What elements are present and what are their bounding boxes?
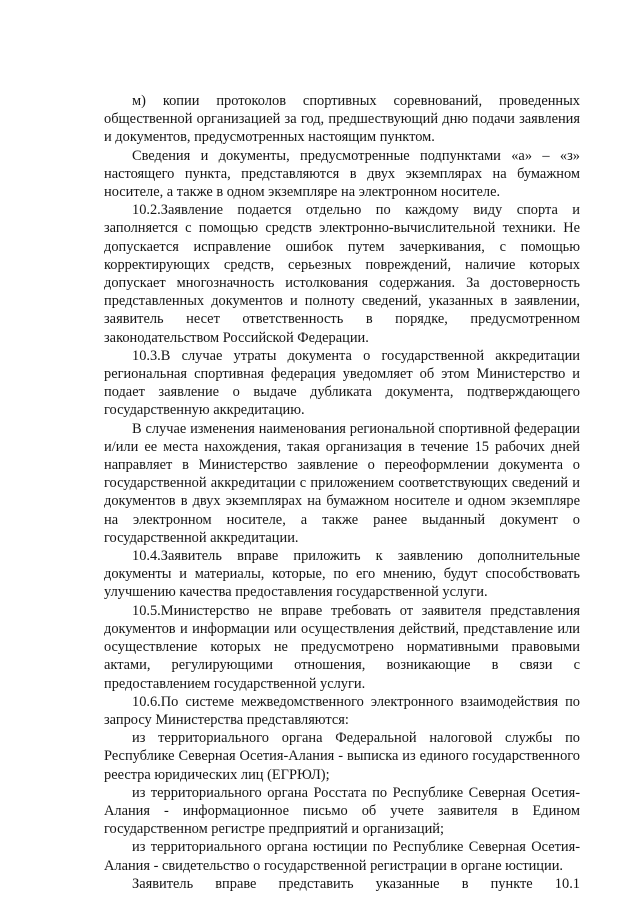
paragraph-10-4: 10.4.Заявитель вправе приложить к заявлению дополнительные документы и материалы, которые, по его мнению, будут способствовать улучшению качества предоставления государственной услуги. (104, 548, 580, 601)
paragraph-rosstat: из территориального органа Росстата по Республике Северная Осетия-Алания - информационное письмо об учете заявителя в Едином государственном регистре предприятий и организаций; (104, 784, 580, 838)
paragraph-10-6: 10.6.По системе межведомственного электронного взаимодействия по запросу Министерства представляются: (104, 693, 580, 728)
paragraph-10-5: 10.5.Министерство не вправе требовать от заявителя представления документов и информации или осуществления действий, представление или осуществление которых не предусмотрено нормативными правовыми актами, регулирующими отношения, возникающие в связи с предоставлением государственной услуги. (104, 602, 580, 692)
paragraph-10-2: 10.2.Заявление подается отдельно по каждому виду спорта и заполняется с помощью средств электронно-вычислительной техники. Не допускается исправление ошибок путем зачеркивания, с помощью корректирующих средств, серьезных повреждений, наличие которых допускает многозначность истолкования содержания. За достоверность представленных документов и полноту сведений, указанных в заявлении, заявитель несет ответственность в порядке, предусмотренном законодательством Российской Федерации. (104, 202, 580, 346)
document-body (104, 92, 580, 893)
paragraph-copies-info: Сведения и документы, предусмотренные подпунктами «а» – «з» настоящего пункта, представляются в двух экземплярах на бумажном носителе, а также в одном экземпляре на электронном носителе. (104, 147, 580, 201)
paragraph-justice: из территориального органа юстиции по Республике Северная Осетия-Алания - свидетельство о государственной регистрации в органе юстиции. (104, 839, 580, 874)
paragraph-applicant-right: Заявитель вправе представить указанные в пункте 10.1 (132, 875, 580, 892)
paragraph-item-m: м) копии протоколов спортивных соревнований, проведенных общественной организацией за год, предшествующий дню подачи заявления и документов, предусмотренных настоящим пунктом. (104, 93, 580, 146)
paragraph-10-3: 10.3.В случае утраты документа о государственной аккредитации региональная спортивная федерация уведомляет об этом Министерство и подает заявление о выдаче дубликата документа, подтверждающего государственную аккредитацию. (104, 347, 580, 419)
paragraph-tax-service: из территориального органа Федеральной налоговой службы по Республике Северная Осетия-Алания - выписка из единого государственного реестра юридических лиц (ЕГРЮЛ); (104, 730, 580, 783)
paragraph-name-change: В случае изменения наименования региональной спортивной федерации и/или ее места нахождения, такая организация в течение 15 рабочих дней направляет в Министерство заявление о переоформлении документа о государственной аккредитации с приложением соответствующих сведений и документов в двух экземплярах на бумажном носителе и одном экземпляре на электронном носителе, а также ранее выданный документ о государственной аккредитации. (104, 420, 580, 546)
